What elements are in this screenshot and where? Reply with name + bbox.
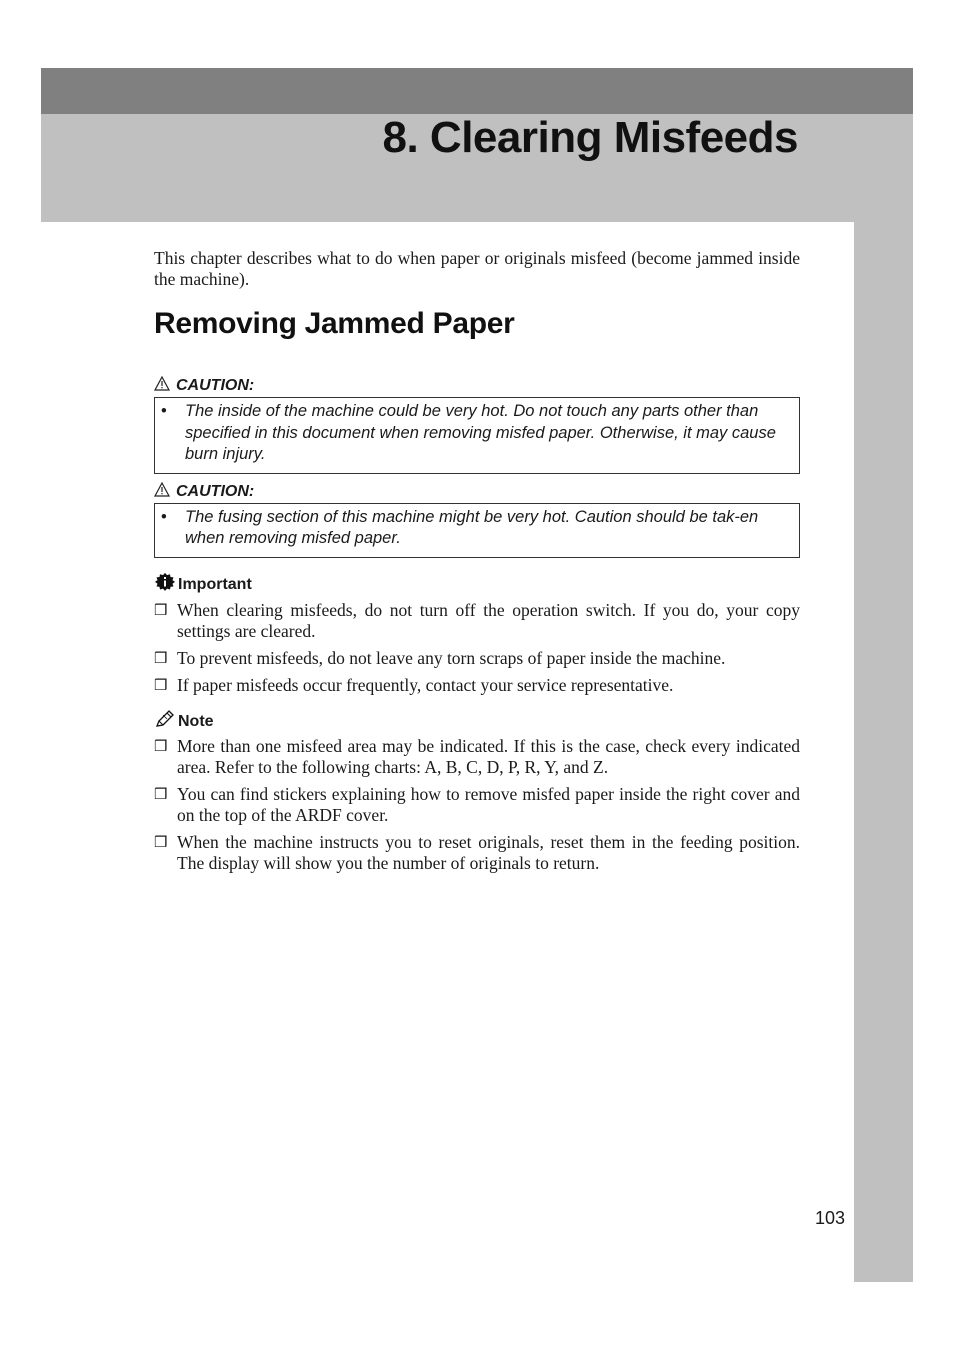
important-label: Important [178, 575, 252, 593]
list-item-text: More than one misfeed area may be indicated. If this is the case, check every indicated area. Refer to the following charts: A, B, C, D, P, R, Y, and Z. [177, 735, 800, 777]
caution-box [154, 503, 800, 558]
caution-label-text: CAUTION: [176, 482, 255, 500]
note-heading [154, 710, 800, 734]
list-item-text: When clearing misfeeds, do not turn off the operation switch. If you do, your copy settings are cleared. [177, 599, 800, 641]
list-item [154, 784, 800, 826]
caution-text: The inside of the machine could be very hot. Do not touch any parts other than specified in this document when removing misfed paper. Otherwise, it may cause burn injury. [185, 402, 776, 463]
intro-paragraph: This chapter describes what to do when paper or originals misfeed (become jammed inside the machine). [154, 248, 800, 289]
page-number: 103 [814, 1208, 845, 1228]
list-item-text: To prevent misfeeds, do not leave any torn scraps of paper inside the machine. [177, 647, 726, 668]
warning-triangle-icon [154, 376, 172, 396]
caution-block [154, 482, 800, 558]
checkbox-icon: ❒ [154, 736, 168, 755]
list-item [154, 832, 800, 874]
section-title: Removing Jammed Paper [154, 307, 515, 340]
caution-label-text: CAUTION: [176, 377, 255, 394]
caution-text: The fusing section of this machine might be very hot. Caution should be tak-en when removing misfed paper. [185, 507, 759, 547]
checkbox-icon: ❒ [154, 675, 168, 694]
note-label: Note [178, 712, 214, 730]
checkbox-icon: ❒ [154, 600, 168, 619]
list-item [154, 675, 800, 696]
page-content [154, 248, 800, 874]
list-item [154, 600, 800, 642]
caution-box [154, 397, 800, 474]
checkbox-icon: ❒ [154, 784, 168, 803]
chapter-title: 8. Clearing Misfeeds [382, 113, 798, 162]
pencil-icon [154, 710, 176, 734]
bullet: • [161, 402, 167, 420]
list-item-text: When the machine instructs you to reset originals, reset them in the feeding position. The display will show you the number of originals to return. [177, 831, 800, 873]
important-badge-icon [154, 572, 176, 598]
bullet: • [161, 507, 167, 526]
header-top-bar [41, 68, 913, 114]
caution-label [154, 482, 800, 502]
list-item-text: If paper misfeeds occur frequently, contact your service representative. [177, 674, 674, 695]
list-item [154, 736, 800, 778]
important-section [154, 572, 800, 696]
warning-triangle-icon [154, 482, 172, 502]
checkbox-icon: ❒ [154, 832, 168, 851]
caution-block [154, 376, 800, 474]
list-item [154, 648, 800, 669]
checkbox-icon: ❒ [154, 648, 168, 667]
side-thumb-band [854, 222, 913, 1282]
list-item-text: You can find stickers explaining how to remove misfed paper inside the right cover and on the top of the ARDF cover. [177, 783, 800, 825]
note-section [154, 710, 800, 874]
caution-label [154, 376, 800, 396]
important-heading [154, 572, 800, 598]
